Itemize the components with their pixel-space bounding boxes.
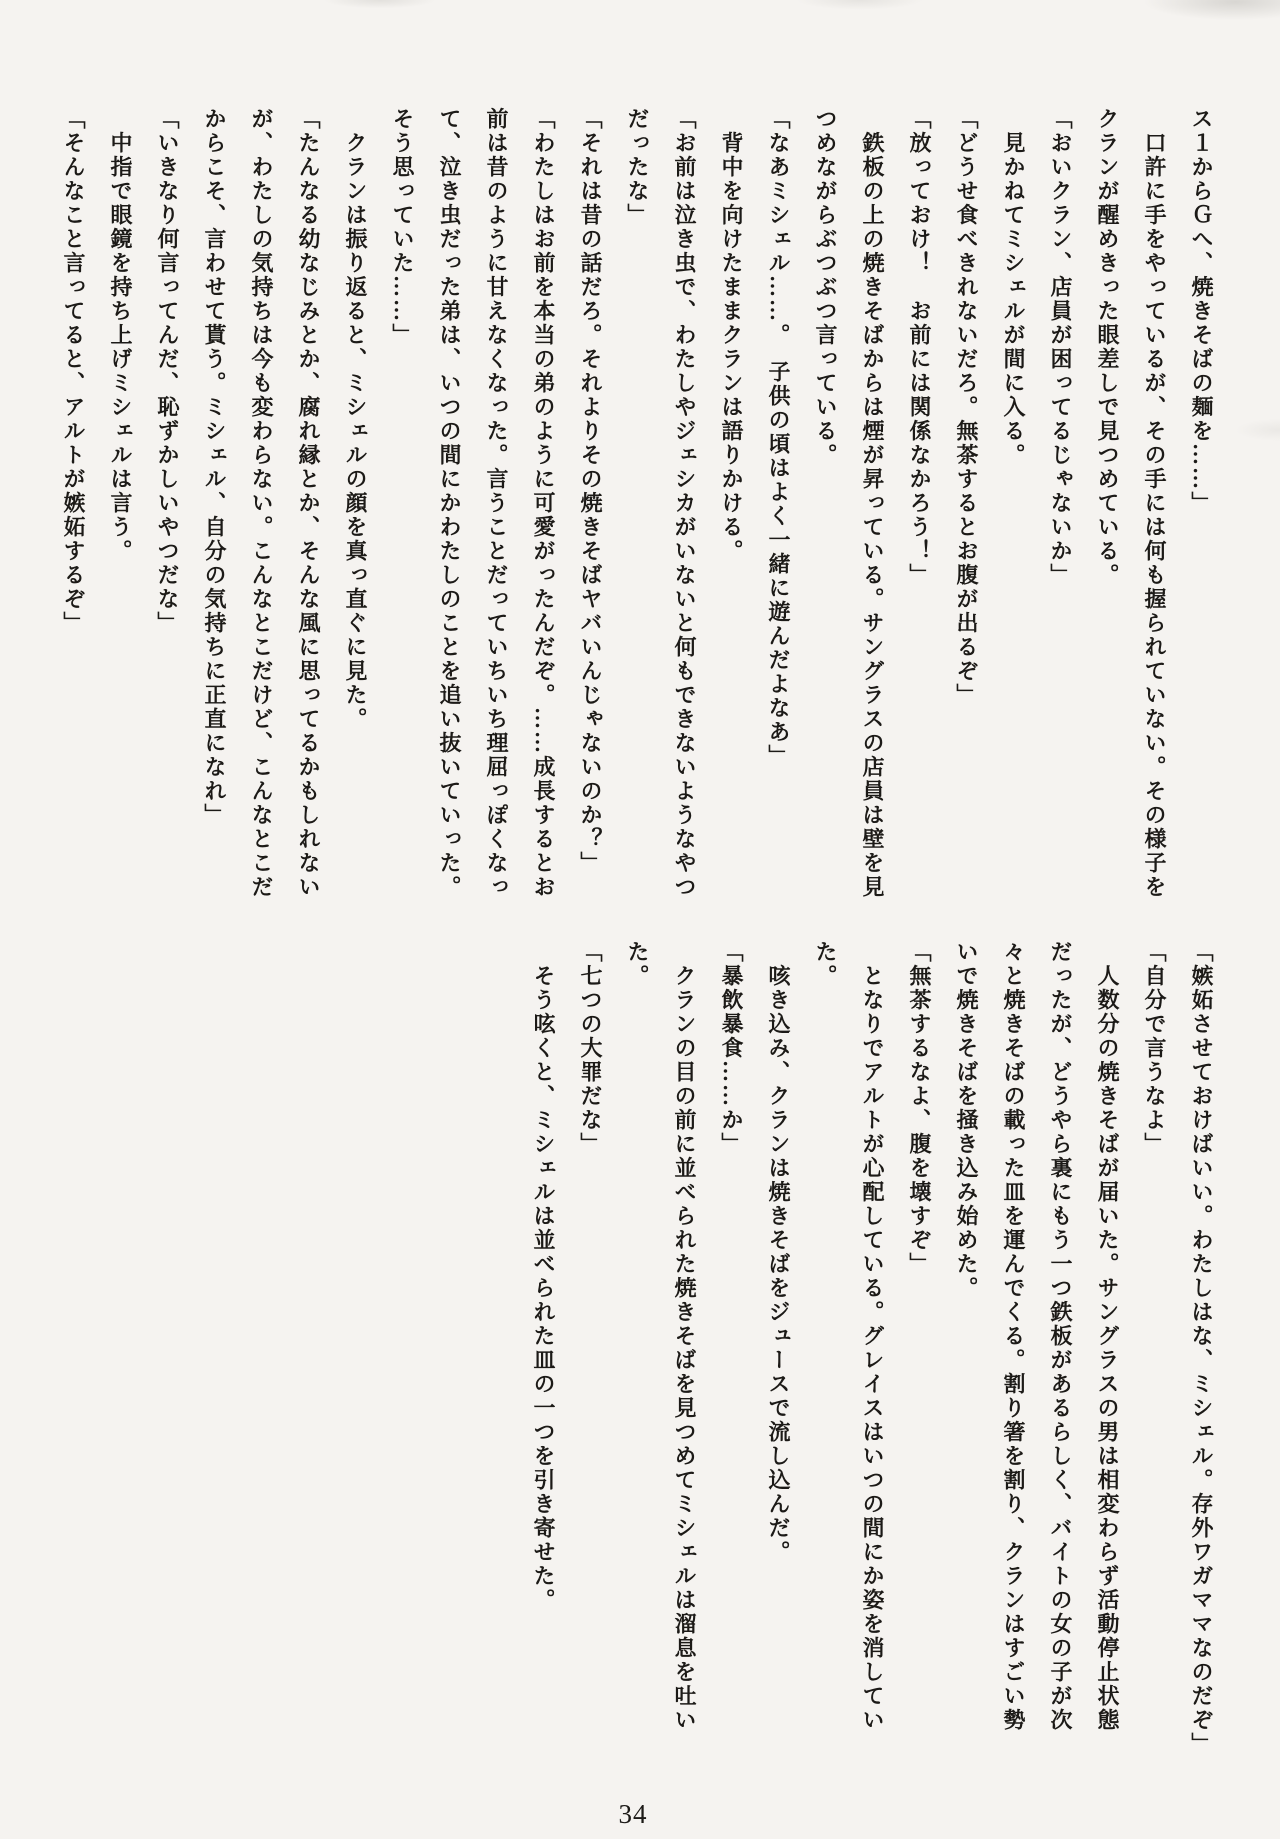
text-line: 「自分で言うなよ」 <box>1142 940 1167 1156</box>
text-line: クランは振り返ると、ミシェルの顔を真っ直ぐに見た。 <box>343 131 368 731</box>
text-line: 「それは昔の話だろ。それよりその焼きそばヤバいんじゃないのか？」 <box>578 107 603 875</box>
text-line: そう呟くと、ミシェルは並べられた皿の一つを引き寄せた。 <box>531 964 556 1612</box>
text-line: 「嫉妬させておけばいい。わたしはな、ミシェル。存外ワガママなのだぞ」 <box>1189 940 1214 1756</box>
text-line: 「無茶するなよ、腹を壊すぞ」 <box>907 940 932 1276</box>
text-line: 咳き込み、クランは焼きそばをジュースで流し込んだ。 <box>766 964 791 1564</box>
text-line: クランが醒めきった眼差しで見つめている。 <box>1095 107 1120 587</box>
text-line: つめながらぶつぶつ言っている。 <box>813 107 838 467</box>
text-line: た。 <box>813 940 838 988</box>
text-line: 「なあミシェル……。 子供の頃はよく一緒に遊んだよなあ」 <box>766 107 791 768</box>
text-line: た。 <box>625 940 650 988</box>
text-line: 「七つの大罪だな」 <box>578 940 603 1156</box>
text-line: 鉄板の上の焼きそばからは煙が昇っている。サングラスの店員は壁を見 <box>860 131 885 899</box>
text-line: 「わたしはお前を本当の弟のように可愛がったんだぞ。……成長するとお <box>531 107 556 899</box>
text-line: 口許に手をやっているが、その手には何も握られていない。その様子を <box>1142 131 1167 899</box>
text-line: いで焼きそばを掻き込み始めた。 <box>954 940 979 1300</box>
text-line: 「お前は泣き虫で、わたしやジェシカがいないと何もできないようなやつ <box>672 107 697 899</box>
text-line: 「いきなり何言ってんだ、恥ずかしいやつだな」 <box>155 107 180 635</box>
text-line: だったが、どうやら裏にもう一つ鉄板があるらしく、バイトの女の子が次 <box>1048 940 1073 1732</box>
text-line: だったな」 <box>625 107 650 227</box>
text-line: クランの目の前に並べられた焼きそばを見つめてミシェルは溜息を吐い <box>672 964 697 1732</box>
text-line: からこそ、言わせて貰う。ミシェル、自分の気持ちに正直になれ」 <box>202 107 227 827</box>
text-line: 人数分の焼きそばが届いた。サングラスの男は相変わらず活動停止状態 <box>1095 964 1120 1732</box>
text-line: 「そんなこと言ってると、アルトが嫉妬するぞ」 <box>61 107 86 635</box>
text-line: 前は昔のように甘えなくなった。言うことだっていちいち理屈っぽくなっ <box>484 107 509 899</box>
text-line: 々と焼きそばの載った皿を運んでくる。割り箸を割り、クランはすごい勢 <box>1001 940 1026 1732</box>
text-line: 「たんなる幼なじみとか、腐れ縁とか、そんな風に思ってるかもしれない <box>296 107 321 899</box>
text-line: 背中を向けたままクランは語りかける。 <box>719 131 744 563</box>
text-line: そう思っていた……」 <box>390 107 415 347</box>
bottom-text-block <box>520 940 1225 1764</box>
text-line: が、わたしの気持ちは今も変わらない。こんなとこだけど、こんなとこだ <box>249 107 274 899</box>
text-line: となりでアルトが心配している。グレイスはいつの間にか姿を消してい <box>860 964 885 1732</box>
text-line: 「おいクラン、店員が困ってるじゃないか」 <box>1048 107 1073 587</box>
text-line: 中指で眼鏡を持ち上げミシェルは言う。 <box>108 131 133 563</box>
text-line: 「暴飲暴食……か」 <box>719 940 744 1156</box>
text-line: て、泣き虫だった弟は、いつの間にかわたしのことを追い抜いていった。 <box>437 107 462 899</box>
text-line: 「どうせ食べきれないだろ。無茶するとお腹が出るぞ」 <box>954 107 979 707</box>
text-line: 「放っておけ！ お前には関係なかろう！」 <box>907 107 932 587</box>
text-line: ス１からＧへ、焼きそばの麺を……」 <box>1189 107 1214 515</box>
page-number: 34 <box>618 1799 648 1829</box>
text-line: 見かねてミシェルが間に入る。 <box>1001 131 1026 467</box>
top-text-block <box>50 107 1225 907</box>
